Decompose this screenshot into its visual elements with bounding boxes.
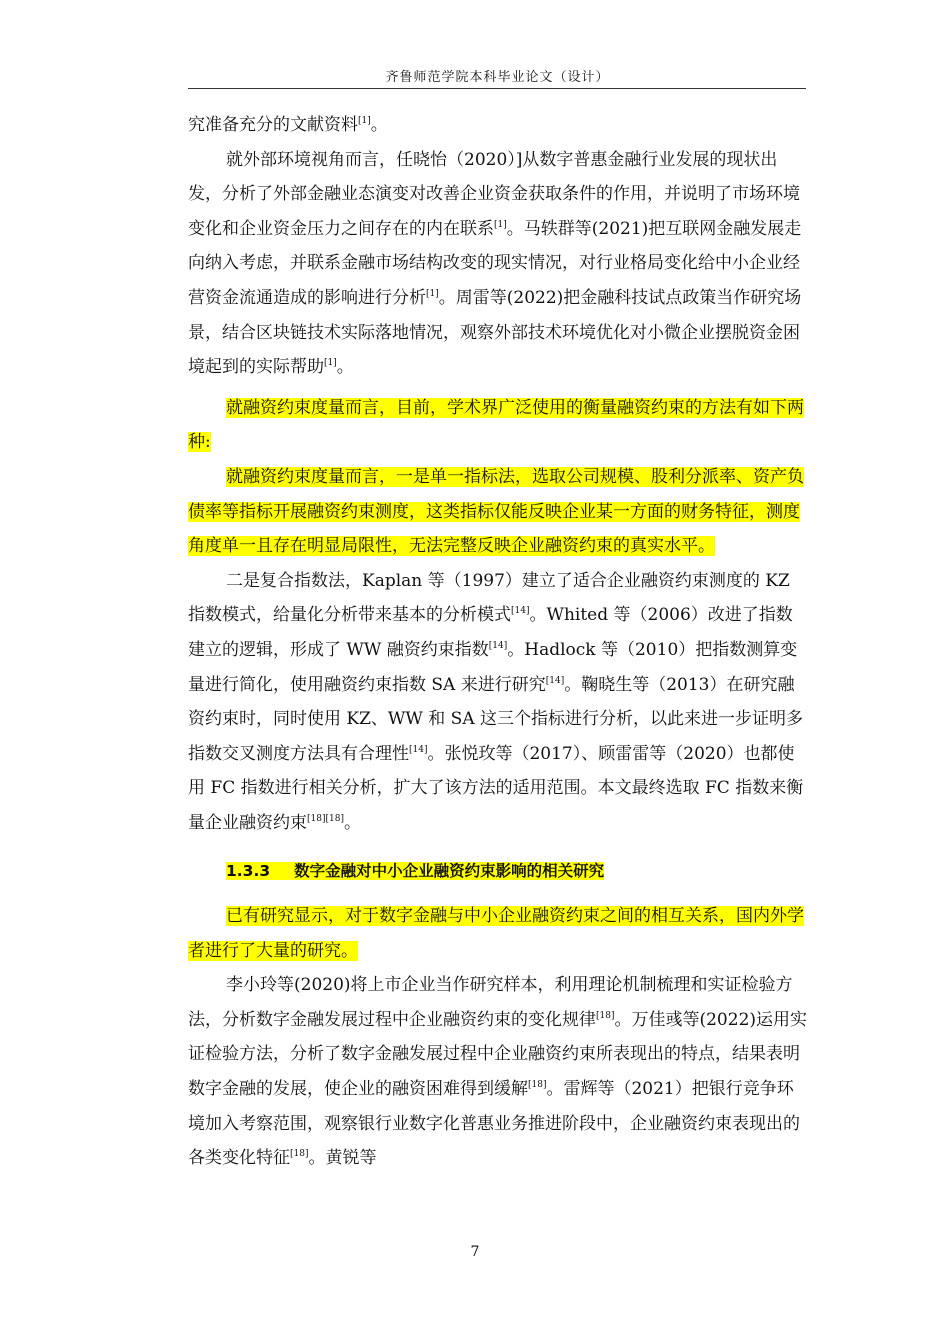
text-run: 。: [336, 357, 354, 378]
header-rule: [188, 88, 806, 89]
paragraph-5: [188, 564, 808, 841]
document-body: [188, 108, 808, 1176]
citation: [1]: [494, 219, 507, 230]
citation: [1]: [324, 358, 337, 369]
text-run: 就融资约束度量而言，一是单一指标法，选取公司规模、股利分派率、资产负债率等指标开展融资约束测度，这类指标仅能反映企业某一方面的财务特征，测度角度单一且存在明显局限性，无法完整反映企业融资约束的真实水平。: [188, 466, 804, 557]
text-run: 。: [343, 812, 361, 833]
text-run: 究准备充分的文献资料: [188, 115, 358, 135]
text-run: 。张悦玫等（2017）、顾雷雷等（2020）也都使用 FC 指数进行相关分析，扩大了该方法的适用范围。本文最终选取 FC 指数来衡量企业融资约束: [188, 743, 804, 833]
page-number: 7: [470, 1244, 480, 1260]
text-run: 。马轶群等(2021)把互联网金融发展走向纳入考虑，并联系金融市场结构改变的现实情况，对行业格局变化给中小企业经营资金流通造成的影响进行分析: [188, 218, 802, 308]
text-run: 。万佳彧等(2022)运用实证检验方法，分析了数字金融发展过程中企业融资约束所表现出的特点，结果表明数字金融的发展，使企业的融资困难得到缓解: [188, 1009, 808, 1100]
paragraph-6: [188, 899, 808, 968]
section-title: 数字金融对中小企业融资约束影响的相关研究: [294, 862, 605, 881]
text-run: 。Whited 等（2006）改进了指数建立的逻辑，形成了 WW 融资约束指数: [188, 605, 793, 660]
citation: [18]: [596, 1010, 615, 1021]
citation: [14]: [545, 675, 565, 686]
paragraph-2: [188, 143, 808, 385]
text-run: 就融资约束度量而言，目前，学术界广泛使用的衡量融资约束的方法有如下两种:: [188, 397, 804, 453]
text-run: 。周雷等(2022)把金融科技试点政策当作研究场景，结合区块链技术实际落地情况，观察外部技术环境优化对小微企业摆脱资金困境起到的实际帮助: [188, 287, 802, 378]
section-number: 1.3.3: [226, 862, 271, 881]
text-run: 李小玲等(2020)将上市企业当作研究样本，利用理论机制梳理和实证检验方法，分析数字金融发展过程中企业融资约束的变化规律: [188, 975, 793, 1030]
citation: [1]: [358, 116, 371, 126]
citation: [14]: [488, 640, 508, 651]
page-header: 齐鲁师范学院本科毕业论文（设计）: [385, 70, 610, 85]
citation: [14]: [511, 606, 530, 617]
text-run: 二是复合指数法，Kaplan 等（1997）建立了适合企业融资约束测度的 KZ 指数模式，给量化分析带来基本的分析模式: [188, 570, 790, 626]
citation: [18]: [528, 1080, 547, 1091]
text-run: 。Hadlock 等（2010）把指数测算变量进行简化，使用融资约束指数 SA 来进行研究: [188, 639, 798, 695]
paragraph-3: [188, 391, 808, 460]
paragraph-7: [188, 968, 808, 1176]
citation: [18]: [290, 1149, 309, 1160]
citation: [1]: [426, 288, 439, 299]
highlighted-text: [188, 398, 804, 453]
text-run: 。黄锐等: [308, 1148, 377, 1169]
citation: [14]: [409, 744, 428, 755]
paragraph-1: [188, 108, 808, 143]
text-run: 。: [370, 115, 388, 135]
text-run: 。雷辉等（2021）把银行竞争环境加入考察范围，观察银行业数字化普惠业务推进阶段中，企业融资约束表现出的各类变化特征: [188, 1079, 800, 1169]
highlighted-text: [188, 906, 804, 961]
citation: [18][18]: [307, 813, 344, 824]
text-run: 就外部环境视角而言，任晓怡（2020）]从数字普惠金融行业发展的现状出发，分析了外部金融业态演变对改善企业资金获取条件的作用，并说明了市场环境变化和企业资金压力之间存在的内在联系: [188, 149, 800, 239]
text-run: 已有研究显示，对于数字金融与中小企业融资约束之间的相互关系，国内外学者进行了大量的研究。: [188, 906, 804, 961]
section-heading: [188, 854, 808, 889]
paragraph-4: [188, 460, 808, 564]
text-run: 。鞠晓生等（2013）在研究融资约束时，同时使用 KZ、WW 和 SA 这三个指标进行分析，以此来进一步证明多指数交叉测度方法具有合理性: [188, 674, 803, 764]
highlighted-text: [188, 467, 804, 556]
